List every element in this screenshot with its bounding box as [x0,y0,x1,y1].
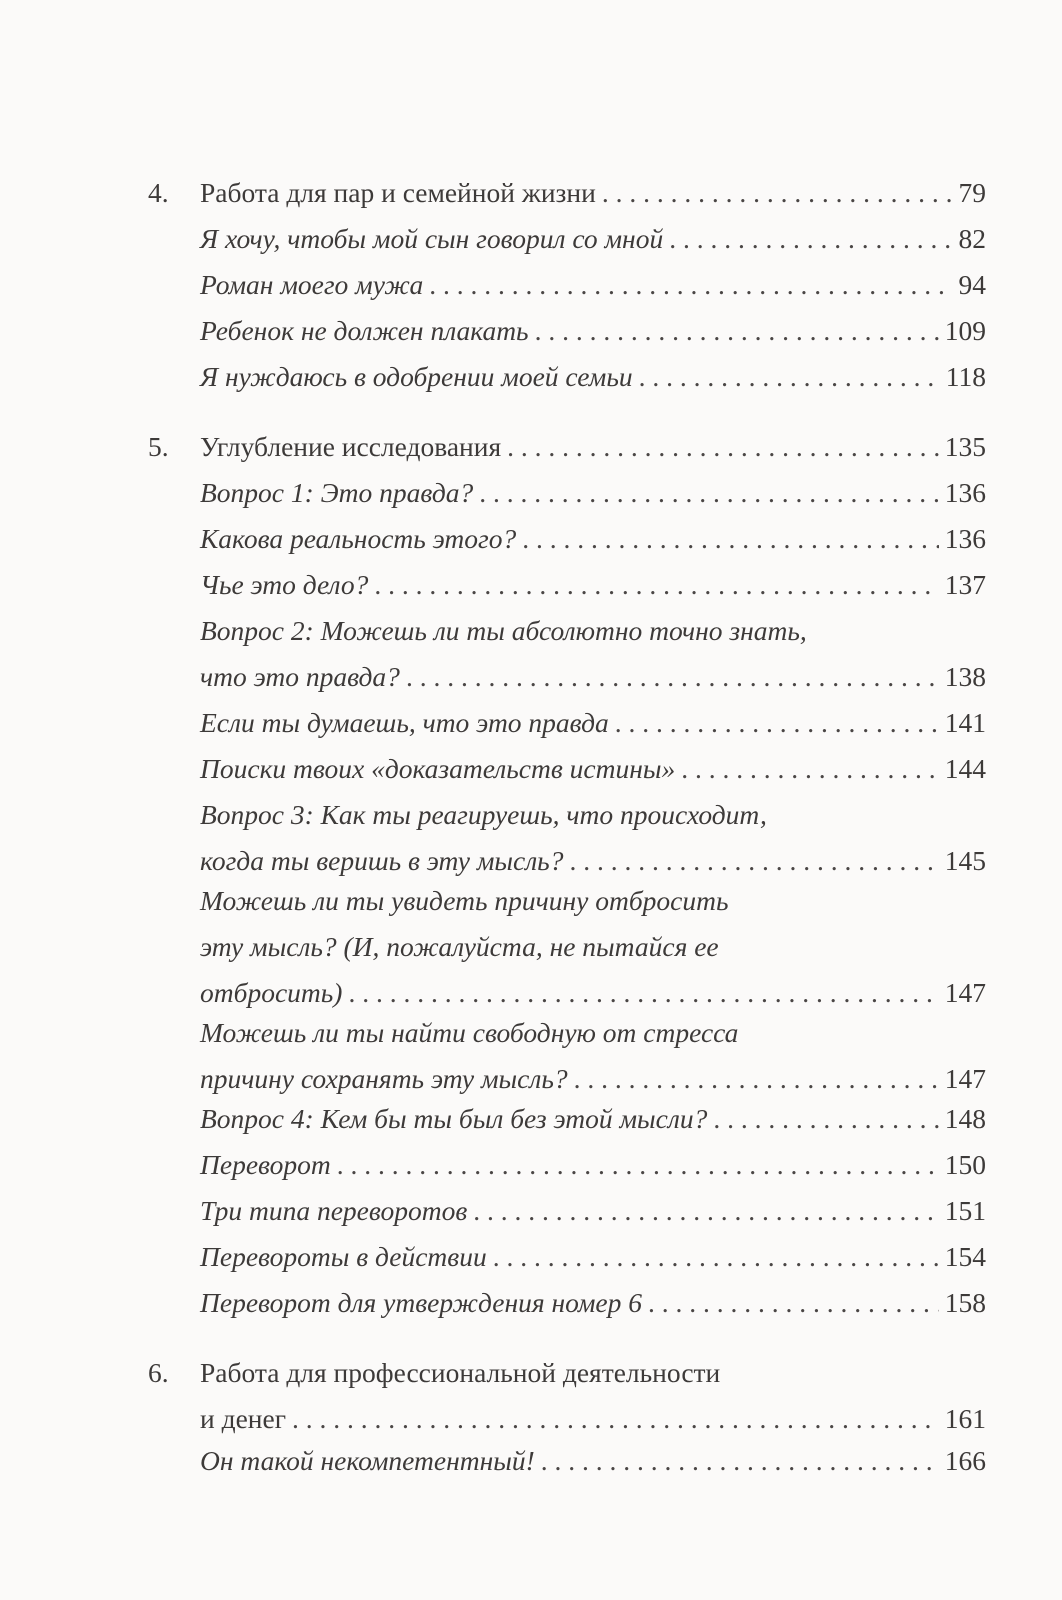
entry-title: Если ты думаешь, что это правда [200,707,609,738]
entry-title: что это правда? [200,661,400,692]
toc-entry [200,1188,986,1234]
entry-title: Он такой некомпетентный! [200,1445,535,1476]
dot-leader [516,516,939,562]
page-number: 166 [944,1445,986,1476]
toc-entry [200,700,986,746]
page-number: 151 [944,1195,986,1226]
page-number: 158 [944,1287,986,1318]
page-number: 145 [944,845,986,876]
dot-leader [400,654,939,700]
dot-leader [501,424,939,470]
entry-title: Ребенок не должен плакать [200,315,529,346]
entry-title: Можешь ли ты увидеть причину отбросить [200,885,729,916]
entry-title: Роман моего мужа [200,269,424,300]
toc-entry [200,608,986,700]
page-number: 150 [944,1149,986,1180]
entry-title: Вопрос 4: Кем бы ты был без этой мысли? [200,1103,708,1134]
page-number: 147 [944,1063,986,1094]
dot-leader [368,562,938,608]
toc-entry [200,746,986,792]
dot-leader [423,262,952,308]
toc-entry [200,878,986,1016]
entry-title: Работа для профессиональной деятельности [200,1357,721,1388]
entry-title: эту мысль? (И, пожалуйста, не пытайся ее [200,931,719,962]
dot-leader [707,1096,938,1142]
page-number: 94 [958,269,986,300]
entry-title: Переворот [200,1149,331,1180]
page-number: 148 [944,1103,986,1134]
page-number: 161 [944,1403,986,1434]
entry-title: Три типа переворотов [200,1195,468,1226]
dot-leader [286,1396,939,1442]
entry-title: Вопрос 1: Это правда? [200,477,474,508]
toc-entry [200,1010,986,1102]
toc-entry [200,1234,986,1280]
toc-entry [200,308,986,354]
dot-leader [331,1142,939,1188]
page-number: 135 [944,431,986,462]
page-number: 136 [944,523,986,554]
toc-entry [200,1096,986,1142]
page-number: 79 [958,177,986,208]
chapter-number: 5. [148,431,169,462]
entry-title: Углубление исследования [200,431,502,462]
toc-entry [200,1280,986,1326]
dot-leader [675,746,939,792]
page-number: 138 [944,661,986,692]
dot-leader [642,1280,939,1326]
page-number: 141 [944,707,986,738]
toc-entry [200,262,986,308]
dot-leader [663,216,952,262]
page-number: 144 [944,753,986,784]
dot-leader [473,470,939,516]
entry-title: отбросить) [200,977,343,1008]
entry-title: причину сохранять эту мысль? [200,1063,568,1094]
entry-title: Переворот для утверждения номер 6 [200,1287,642,1318]
toc-entry [200,216,986,262]
page-number: 154 [944,1241,986,1272]
entry-title: Поиски твоих «доказательств истины» [200,753,676,784]
page-number: 136 [944,477,986,508]
entry-title: Я хочу, чтобы мой сын говорил со мной [200,223,664,254]
page-number: 118 [945,361,986,392]
toc-entry [200,792,986,884]
toc-entry [200,354,986,400]
toc-entry [200,1142,986,1188]
entry-title: и денег [200,1403,286,1434]
entry-title: Я нуждаюсь в одобрении моей семьи [200,361,633,392]
entry-title: Какова реальность этого? [200,523,517,554]
toc-entry [200,562,986,608]
dot-leader [467,1188,938,1234]
chapter-number: 4. [148,177,169,208]
dot-leader [633,354,940,400]
entry-title: Работа для пар и семейной жизни [200,177,596,208]
entry-title: когда ты веришь в эту мысль? [200,845,564,876]
page-number: 82 [958,223,986,254]
dot-leader [535,1438,939,1484]
page-number: 137 [944,569,986,600]
entry-title: Перевороты в действии [200,1241,487,1272]
entry-title: Вопрос 3: Как ты реагируешь, что происходит, [200,799,767,830]
entry-title: Можешь ли ты найти свободную от стресса [200,1017,739,1048]
dot-leader [487,1234,939,1280]
chapter-number: 6. [148,1357,169,1388]
dot-leader [529,308,939,354]
entry-title: Чье это дело? [200,569,369,600]
entry-title: Вопрос 2: Можешь ли ты абсолютно точно знать, [200,615,807,646]
page-number: 147 [944,977,986,1008]
toc-entry [200,1438,986,1484]
dot-leader [609,700,939,746]
dot-leader [596,170,953,216]
toc-entry [200,516,986,562]
toc-entry [200,470,986,516]
page-number: 109 [944,315,986,346]
